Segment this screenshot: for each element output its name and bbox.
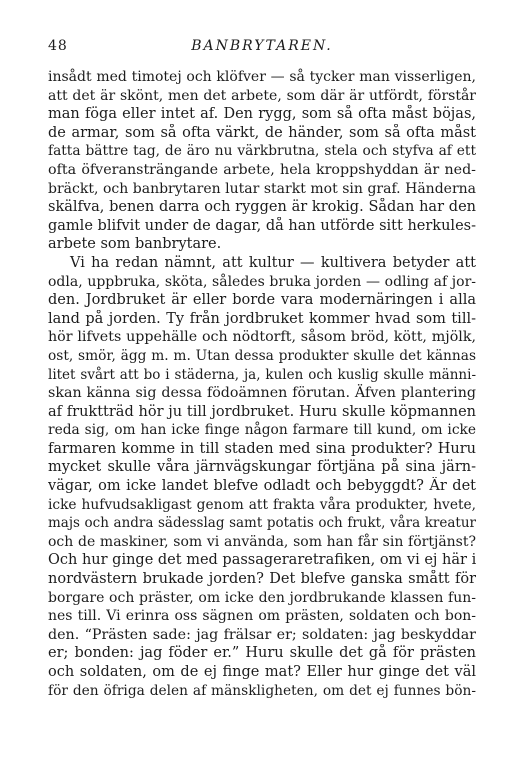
text-line: Och hur ginge det med passageraretrafiken, om vi ej här i: [48, 552, 476, 569]
text-line: reda sig, om han icke finge någon farmare till kund, om icke: [48, 422, 476, 439]
text-line: nordvästern brukade jorden? Det blefve ganska smått för: [48, 571, 476, 588]
text-line: majs och andra sädesslag samt potatis och frukt, våra kreatur: [48, 515, 476, 532]
text-line: ost, smör, ägg m. m. Utan dessa produkter skulle det kännas: [48, 347, 476, 364]
page-number: 48: [48, 38, 68, 54]
text-line: den. Jordbruket är eller borde vara modernäringen i alla: [48, 292, 476, 309]
paragraph-end-line: arbete som banbrytare.: [48, 236, 222, 253]
text-line: att det är skönt, men det arbete, som där är utfördt, förstår: [48, 87, 476, 104]
paragraph-start-line: Vi ha redan nämnt, att kultur — kultivera betyder att: [70, 254, 476, 271]
text-line: skälfva, benen darra och ryggen är krokig. Sådan har den: [48, 199, 476, 216]
text-line: nes till. Vi erinra oss sägnen om prästen, soldaten och bon-: [48, 608, 476, 625]
text-line: mycket skulle våra järnvägskungar förtjäna på sina järn-: [48, 459, 476, 476]
text-line: insådt med timotej och klöfver — så tycker man visserligen,: [48, 69, 476, 85]
text-line: och de maskiner, som vi använda, som han får sin förtjänst?: [48, 533, 476, 550]
running-head: BANBRYTAREN.: [191, 38, 333, 54]
text-line: ofta öfveransträngande arbete, hela kroppshyddan är ned-: [48, 161, 476, 178]
body-text: [48, 68, 476, 700]
text-line: er; bonden: jag föder er.” Huru skulle det gå för prästen: [48, 645, 476, 662]
text-line: borgare och präster, om icke den jordbrukande klassen fun-: [48, 589, 476, 606]
text-line: land på jorden. Ty från jordbruket kommer hvad som till-: [48, 310, 476, 327]
text-line: skan känna sig dessa födoämnen förutan. Äfven plantering: [48, 385, 476, 402]
text-line: litet svårt att bo i städerna, ja, kulen och kuslig skulle männi-: [48, 366, 476, 383]
text-line: hör lifvets uppehälle och nödtorft, såsom bröd, kött, mjölk,: [48, 329, 476, 346]
text-line: och soldaten, om de ej finge mat? Eller hur ginge det väl: [48, 664, 476, 680]
text-line: de armar, som så ofta värkt, de händer, som så ofta måst: [48, 124, 476, 141]
text-line: farmaren komme in till staden med sina produkter? Huru: [48, 440, 476, 457]
text-line: fatta bättre tag, de äro nu värkbrutna, stela och styfva af ett: [48, 143, 476, 160]
text-line: för den öfriga delen af mänskligheten, om det ej funnes bön-: [48, 682, 476, 699]
text-line: af fruktträd hör ju till jordbruket. Huru skulle köpmannen: [48, 403, 476, 420]
text-line: man föga eller intet af. Den rygg, som så ofta måst böjas,: [48, 106, 476, 123]
text-line: bräckt, och banbrytaren lutar starkt mot sin graf. Händerna: [48, 180, 476, 197]
text-line: den. “Prästen sade: jag frälsar er; soldaten: jag beskyddar: [48, 626, 476, 643]
text-line: vägar, om icke landet blefve odladt och bebyggdt? Är det: [48, 478, 476, 495]
text-line: gamle blifvit under de dagar, då han utförde sitt herkules-: [48, 217, 476, 234]
text-line: icke hufvudsakligast genom att frakta våra produkter, hvete,: [48, 496, 476, 513]
page-header: [48, 38, 476, 58]
text-line: odla, uppbruka, sköta, således bruka jorden — odling af jor-: [48, 273, 476, 290]
